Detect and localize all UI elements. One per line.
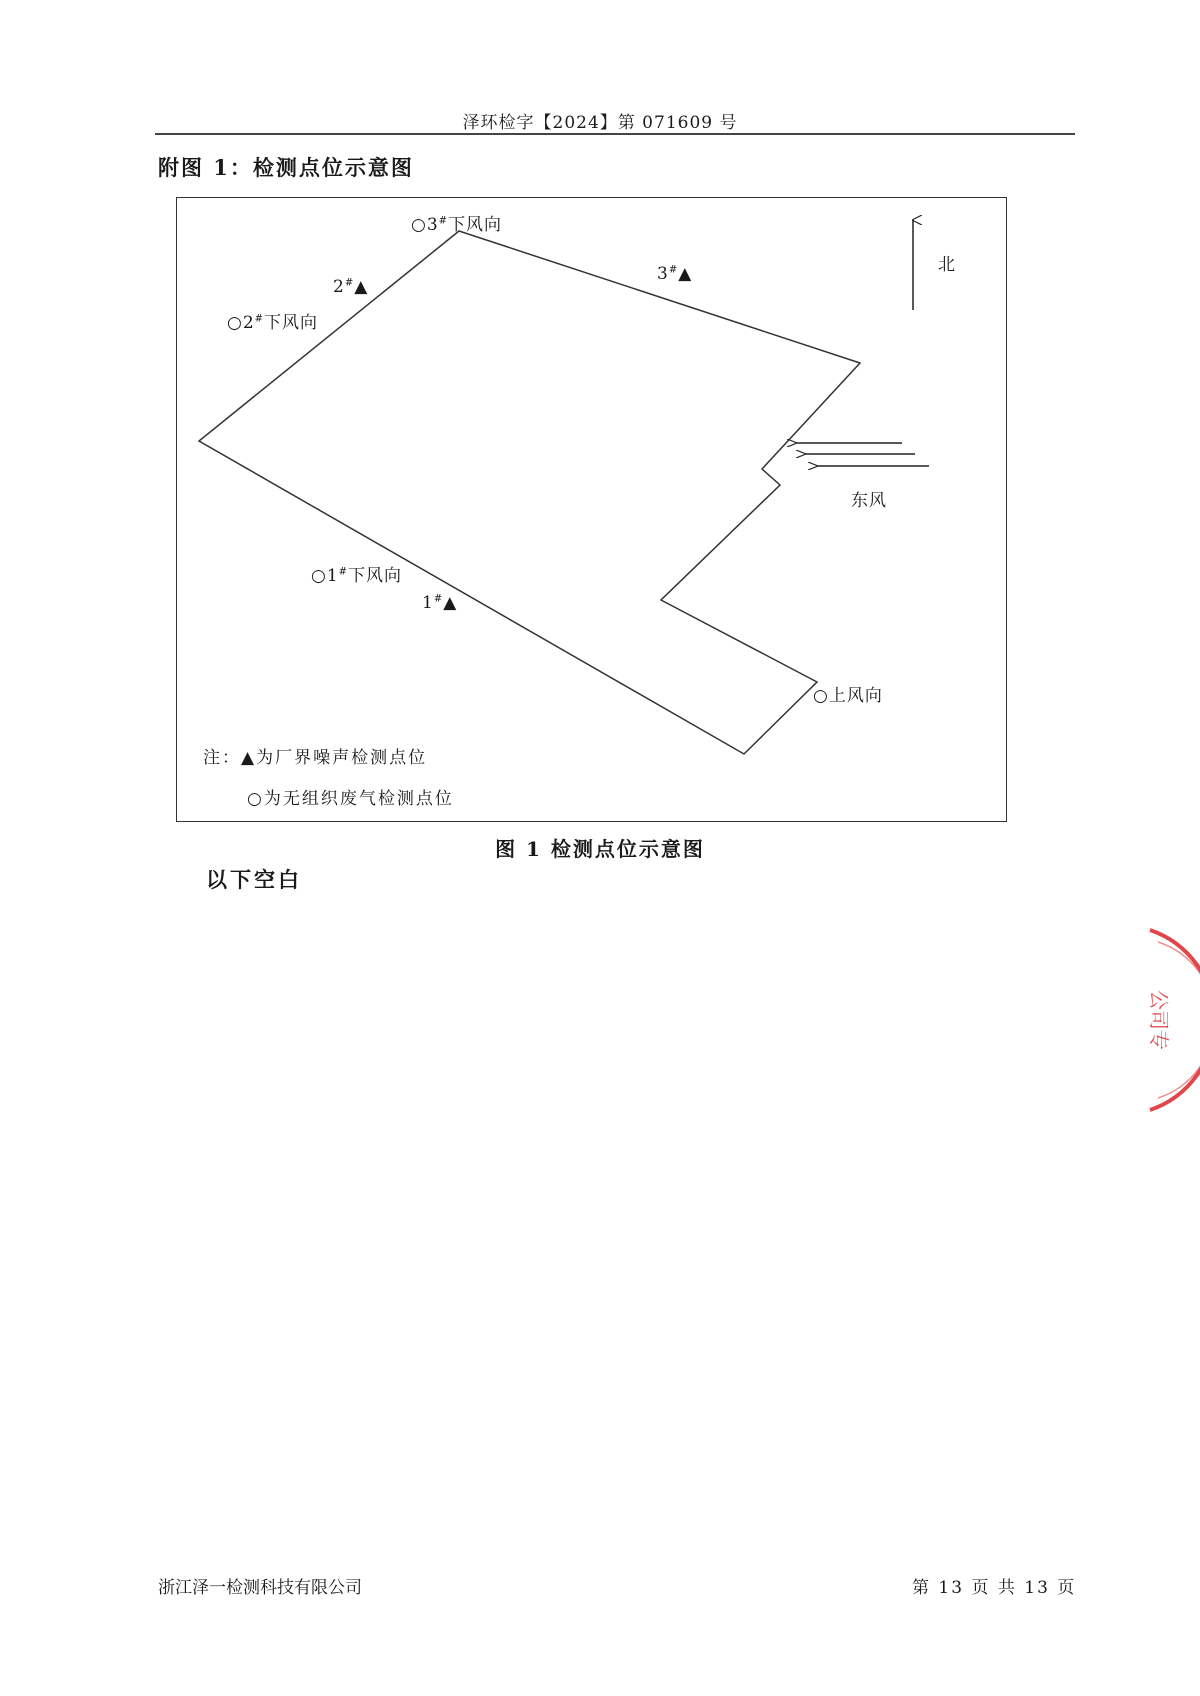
header-divider xyxy=(155,133,1075,135)
point-3-downwind-label: ○3#下风向 xyxy=(411,215,503,235)
point-1-downwind-label: ○1#下风向 xyxy=(311,566,403,586)
company-seal-partial xyxy=(1130,920,1200,1120)
east-wind-label: 东风 xyxy=(851,491,887,511)
blank-below-note: 以下空白 xyxy=(206,867,302,892)
figure-caption: 图 1 检测点位示意图 xyxy=(495,837,705,861)
point-1-noise-label: 1#▲ xyxy=(422,593,458,613)
legend-gas-note: ○为无组织废气检测点位 xyxy=(247,789,454,809)
upwind-label: ○上风向 xyxy=(813,686,883,706)
appendix-title: 附图 1：检测点位示意图 xyxy=(158,155,414,180)
footer-page-number: 第 13 页 共 13 页 xyxy=(912,1578,1077,1598)
north-label: 北 xyxy=(938,255,956,275)
legend-noise-note: 注：▲为厂界噪声检测点位 xyxy=(203,748,428,768)
monitoring-site-map xyxy=(176,197,1007,822)
point-2-downwind-label: ○2#下风向 xyxy=(227,313,319,333)
report-number-header: 泽环检字【2024】第 071609 号 xyxy=(462,113,738,133)
seal-text: 公司专 xyxy=(1147,990,1171,1050)
point-3-noise-label: 3#▲ xyxy=(657,264,693,284)
point-2-noise-label: 2#▲ xyxy=(333,277,369,297)
footer-company-name: 浙江泽一检测科技有限公司 xyxy=(158,1578,362,1598)
